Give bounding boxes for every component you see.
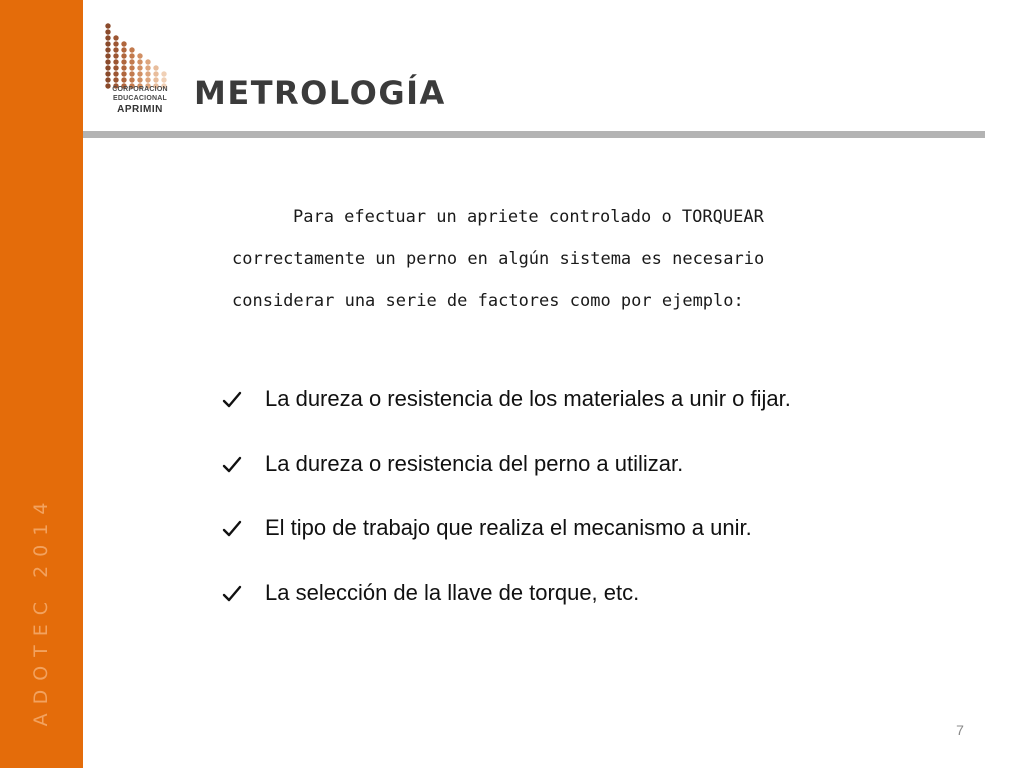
intro-line: correctamente un perno en algún sistema es necesario [232, 249, 765, 269]
page-title: METROLOGÍA [194, 74, 446, 112]
intro-line: Para efectuar un apriete controlado o TORQUEAR [293, 207, 764, 227]
checkmark-icon [222, 519, 242, 539]
logo-line-1: CORPORACION [112, 86, 168, 93]
sidebar-year-label: ADOTEC 2014 [30, 493, 52, 727]
checkmark-icon [222, 390, 242, 410]
logo-line-3: APRIMIN [117, 104, 163, 115]
logo-line-2: EDUCACIONAL [113, 95, 167, 102]
intro-paragraph [232, 196, 872, 322]
checkmark-icon [222, 455, 242, 475]
header-divider [83, 131, 985, 138]
intro-line: considerar una serie de factores como por ejemplo: [232, 291, 744, 311]
list-item-text: El tipo de trabajo que realiza el mecanismo a unir. [265, 515, 752, 540]
page-number: 7 [956, 722, 964, 738]
checkmark-icon [222, 584, 242, 604]
list-item-text: La dureza o resistencia de los materiales a unir o fijar. [265, 386, 791, 411]
list-item-text: La dureza o resistencia del perno a utilizar. [265, 450, 684, 476]
list-item-text: La selección de la llave de torque, etc. [265, 579, 640, 605]
sidebar-band [0, 0, 83, 768]
